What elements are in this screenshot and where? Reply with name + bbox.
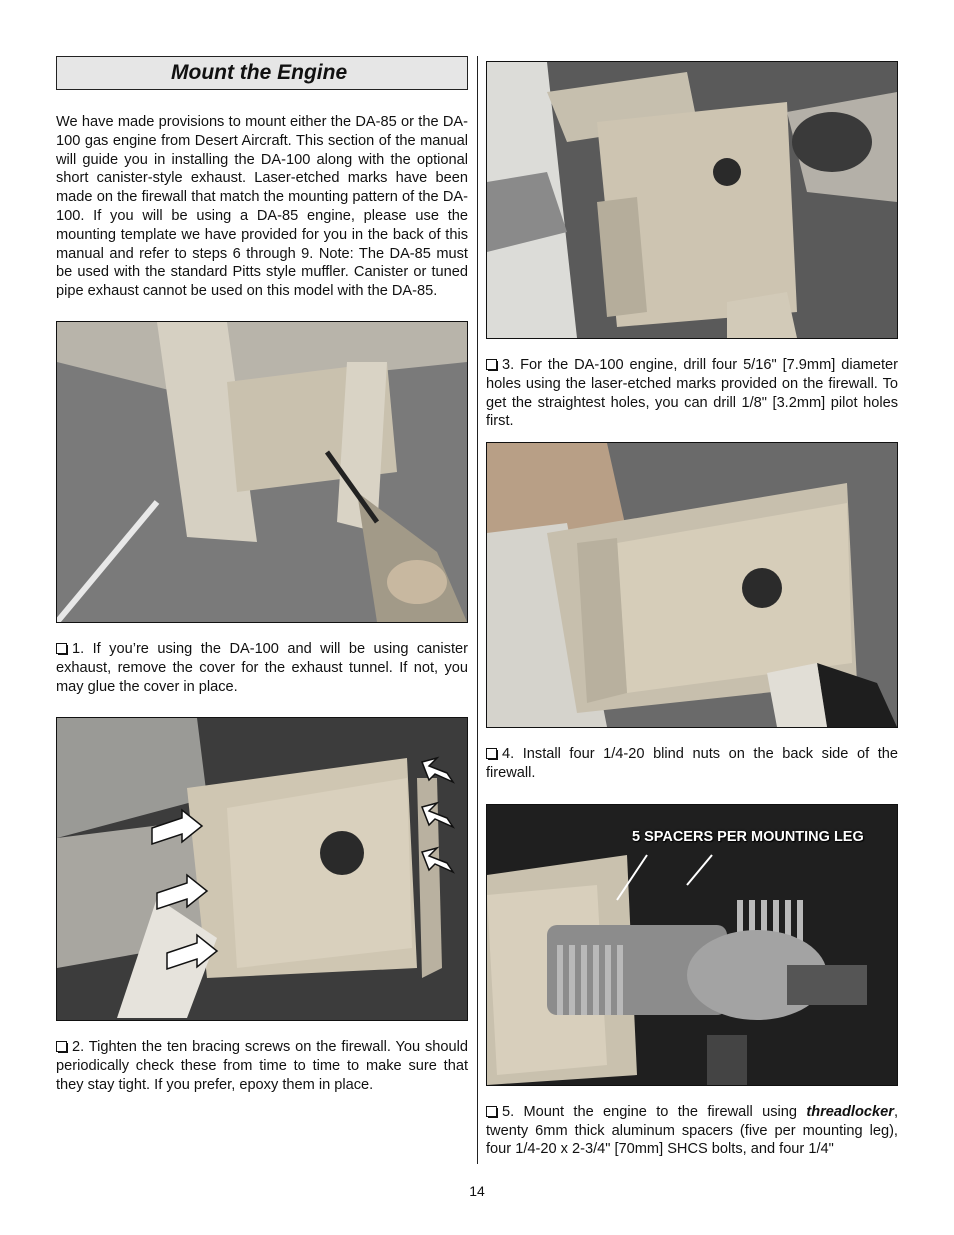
step-1-text: 1. If you’re using the DA-100 and will be using canister exhaust, remove the cover for the exhaust tunnel. If not, you may glue the cover in place.: [56, 640, 468, 695]
step-5: [486, 1103, 898, 1159]
photo-exhaust-tunnel-cover: [56, 321, 468, 623]
photo-annotation-label: 5 SPACERS PER MOUNTING LEG: [632, 828, 864, 845]
step-5-checkbox[interactable]: [486, 1106, 497, 1117]
step-3-text: 3. For the DA-100 engine, drill four 5/16" [7.9mm] diameter holes using the laser-etched marks provided on the firewall. To get the straightest holes, you can drill 1/8" [3.2mm] pilot holes first.: [486, 357, 898, 430]
step-4-text: 4. Install four 1/4-20 blind nuts on the back side of the firewall.: [486, 746, 898, 781]
photo-blind-nuts: [486, 442, 898, 728]
page-number: 14: [469, 1183, 485, 1199]
step-5-text-end: , twenty 6mm thick aluminum spacers (five per mounting leg), four 1/4-20 x 2-3/4" [70mm] SHCS bolts, and four 1/4": [486, 1103, 898, 1158]
step-5-text-start: 5. Mount the engine to the firewall using: [502, 1103, 807, 1120]
step-4-checkbox[interactable]: [486, 748, 497, 759]
step-2-text: 2. Tighten the ten bracing screws on the firewall. You should periodically check these from time to time to make sure that they stay tight. If you prefer, epoxy them in place.: [56, 1039, 468, 1093]
section-title: Mount the Engine: [56, 56, 468, 90]
step-2: [56, 1038, 468, 1094]
right-column: [486, 61, 898, 1159]
column-divider: [477, 56, 478, 1164]
intro-paragraph: We have made provisions to mount either the DA-85 or the DA-100 gas engine from Desert Aircraft. This section of the manual will guide you in installing the DA-100 along with the optional short canister-style exhaust. Laser-etched marks have been made on the firewall that match the mounting pattern of the DA-100. If you will be using a DA-85 engine, please use the mounting template we have provided for you in the back of this manual and refer to steps 6 through 9. Note: The DA-85 must be used with the standard Pitts style muffler. Canister or tuned pipe exhaust cannot be used on this model with the DA-85.: [56, 114, 468, 300]
step-3-checkbox[interactable]: [486, 359, 497, 370]
step-1-checkbox[interactable]: [56, 643, 67, 654]
photo-drilling-firewall: [486, 61, 898, 339]
left-column: [56, 56, 468, 1095]
step-5-emphasis: threadlocker: [806, 1103, 894, 1120]
step-2-checkbox[interactable]: [56, 1041, 67, 1052]
photo-bracing-screws: [56, 717, 468, 1021]
step-4: [486, 745, 898, 783]
step-3: [486, 356, 898, 431]
photo-engine-mounted: [486, 804, 898, 1086]
step-1: [56, 640, 468, 696]
